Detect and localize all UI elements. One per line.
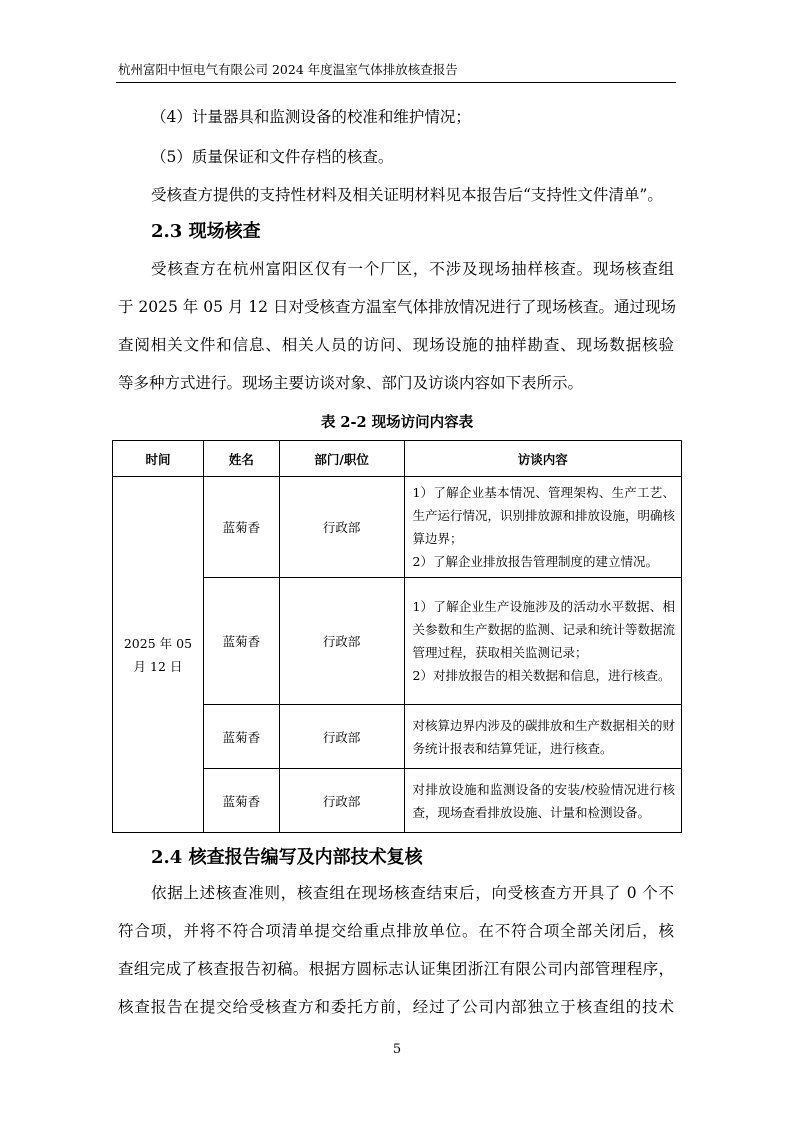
header-name: 姓名 xyxy=(203,441,279,477)
row-dept: 行政部 xyxy=(279,578,404,705)
section-2-4-line: 查组完成了核查报告初稿。根据方圆标志认证集团浙江有限公司内部管理程序， xyxy=(118,960,674,978)
section-2-3-line: 查阅相关文件和信息、相关人员的访问、现场设施的抽样勘查、现场数据核验 xyxy=(118,336,674,354)
intro-item-5: （5）质量保证和文件存档的核查。 xyxy=(151,148,394,166)
visit-table xyxy=(112,440,682,833)
section-2-3-line: 于 2025 年 05 月 12 日对受核查方温室气体排放情况进行了现场核查。通过现场 xyxy=(118,298,676,316)
row-dept: 行政部 xyxy=(279,477,404,578)
row-content xyxy=(404,705,682,769)
header-dept: 部门/职位 xyxy=(279,441,404,477)
row-content xyxy=(404,578,682,705)
section-2-3-line: 受核查方在杭州富阳区仅有一个厂区，不涉及现场抽样核查。现场核查组 xyxy=(151,260,674,278)
intro-item-4: （4）计量器具和监测设备的校准和维护情况； xyxy=(151,108,471,126)
header-content: 访谈内容 xyxy=(404,441,682,477)
section-2-3-line: 等多种方式进行。现场主要访谈对象、部门及访谈内容如下表所示。 xyxy=(118,374,584,392)
visit-date: 2025 年 05 月 12 日 xyxy=(113,477,204,833)
section-2-4-line: 依据上述核查准则，核查组在现场核查结束后，向受核查方开具了 0 个不 xyxy=(151,884,674,902)
row-content-text: 对排放设施和监测设备的安装/校验情况进行核查，现场查看排放设施、计量和检测设备。 xyxy=(412,781,675,820)
header-time: 时间 xyxy=(113,441,204,477)
row-name: 蓝菊香 xyxy=(203,769,279,833)
row-content xyxy=(404,477,682,578)
row-content xyxy=(404,769,682,833)
row-content-text: 对核算边界内涉及的碳排放和生产数据相关的财务统计报表和结算凭证，进行核查。 xyxy=(412,717,676,756)
table-row xyxy=(113,477,682,578)
section-2-4-line: 符合项，并将不符合项清单提交给重点排放单位。在不符合项全部关闭后，核 xyxy=(118,922,674,940)
row-name: 蓝菊香 xyxy=(203,477,279,578)
table-caption: 表 2-2 现场访问内容表 xyxy=(320,414,474,431)
intro-note: 受核查方提供的支持性材料及相关证明材料见本报告后“支持性文件清单”。 xyxy=(151,186,663,204)
table-header-row xyxy=(113,441,682,477)
row-name: 蓝菊香 xyxy=(203,578,279,705)
section-2-4-heading: 2.4 核查报告编写及内部技术复核 xyxy=(151,847,423,868)
page-header: 杭州富阳中恒电气有限公司 2024 年度温室气体排放核查报告 xyxy=(118,62,458,77)
row-dept: 行政部 xyxy=(279,769,404,833)
row-dept: 行政部 xyxy=(279,705,404,769)
page-number: 5 xyxy=(392,1042,402,1057)
row-name: 蓝菊香 xyxy=(203,705,279,769)
row-content-text: 1）了解企业基本情况、管理架构、生产工艺、生产运行情况，识别排放源和排放设施，明确核算边界； 2）了解企业排放报告管理制度的建立情况。 xyxy=(412,485,676,569)
section-2-3-heading: 2.3 现场核查 xyxy=(151,221,261,242)
row-content-text: 1）了解企业生产设施涉及的活动水平数据、相关参数和生产数据的监测、记录和统计等数据流管理过程，获取相关监测记录； 2）对排放报告的相关数据和信息，进行核查。 xyxy=(412,599,676,683)
header-divider xyxy=(116,82,676,83)
section-2-4-line: 核查报告在提交给受核查方和委托方前，经过了公司内部独立于核查组的技术 xyxy=(118,998,674,1016)
